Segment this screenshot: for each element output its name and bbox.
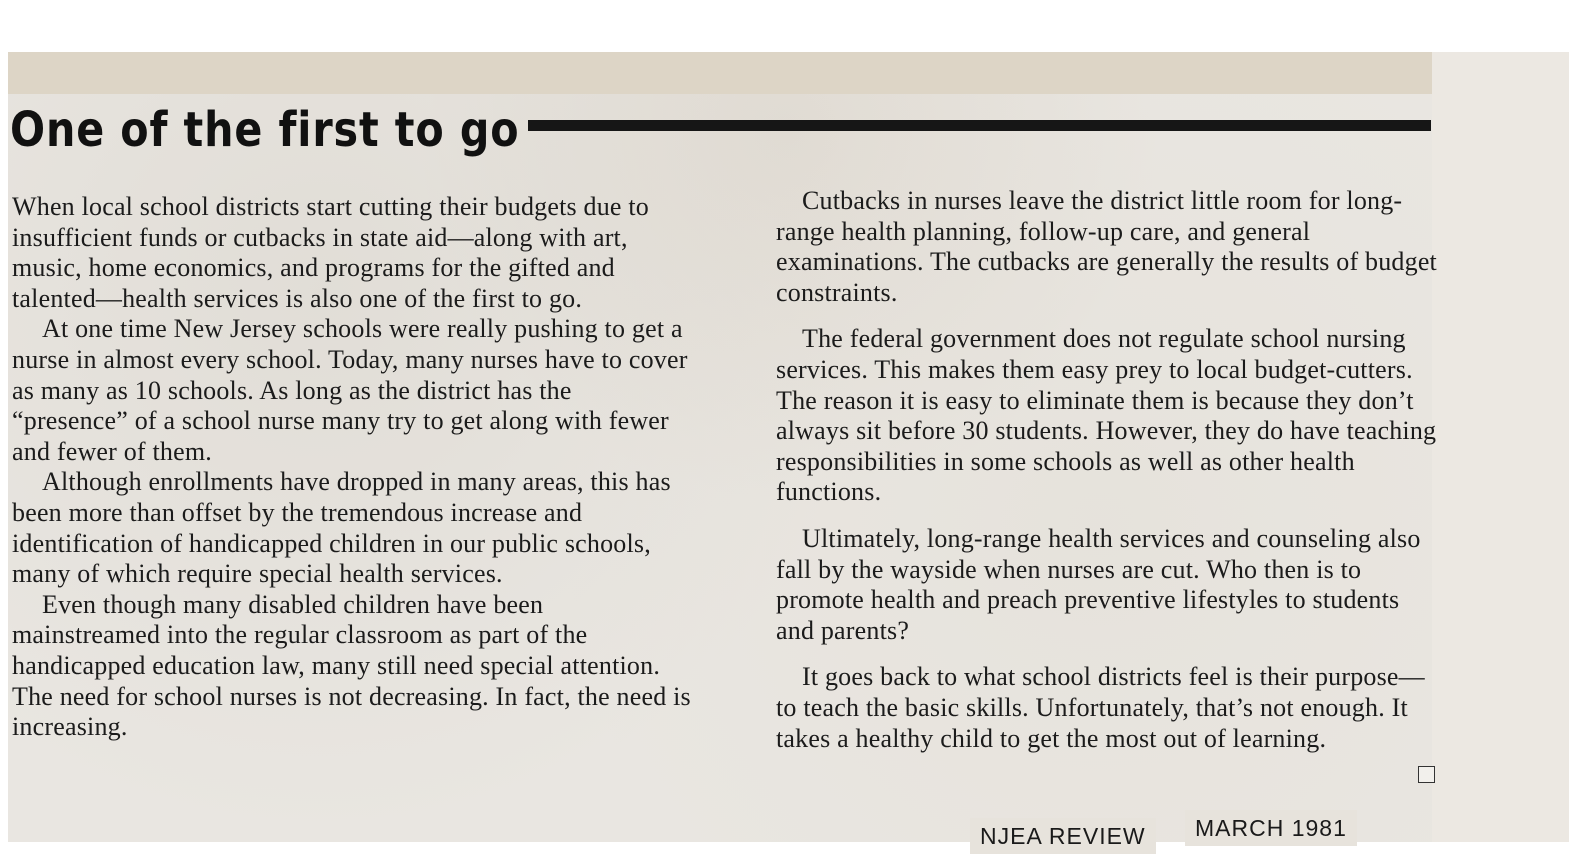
title-rule: [528, 120, 1431, 131]
clipping-top-edge: [8, 52, 1569, 94]
right-column: [776, 186, 1441, 770]
right-paragraph-2: The federal government does not regulate school nursing services. This makes them easy prey to local budget-cutters. The reason it is easy to eliminate them is because they don’t always sit before 30 students. However, they do have teaching responsibilities in some schools as well as other health functions.: [776, 324, 1437, 507]
left-column: [12, 192, 692, 743]
right-paragraph-1: Cutbacks in nurses leave the district little room for long-range health planning, follow-up care, and general examinations. The cutbacks are generally the results of budget constraints.: [776, 186, 1437, 307]
publication-name: NJEA REVIEW: [970, 818, 1156, 854]
article-title: One of the first to go: [10, 102, 520, 158]
right-paragraph-4: It goes back to what school districts feel is their purpose—to teach the basic skills. Unfortunately, that’s not enough. It takes a healthy child to get the most out of learning.: [776, 662, 1425, 753]
left-paragraph-3: Although enrollments have dropped in many areas, this has been more than offset by the tremendous increase and identification of handicapped children in our public schools, many of which require special health services.: [12, 467, 671, 589]
left-paragraph-1: When local school districts start cutting their budgets due to insufficient funds or cutbacks in state aid—along with art, music, home economics, and programs for the gifted and talented—health services is also one of the first to go.: [12, 192, 649, 313]
left-paragraph-2: At one time New Jersey schools were really pushing to get a nurse in almost every school. Today, many nurses have to cover as many as 10 schools. As long as the district has the “presence” of a school nurse many try to get along with fewer and fewer of them.: [12, 314, 688, 466]
end-of-article-square-icon: [1418, 766, 1435, 783]
left-paragraph-4: Even though many disabled children have been mainstreamed into the regular classroom as part of the handicapped education law, many still need special attention. The need for school nurses is not decreasing. In fact, the need is increasing.: [12, 589, 691, 742]
publication-date: MARCH 1981: [1185, 810, 1357, 846]
clipping-right-margin: [1432, 52, 1569, 842]
right-paragraph-3: Ultimately, long-range health services and counseling also fall by the wayside when nurses are cut. Who then is to promote health and preach preventive lifestyles to students and parents?: [776, 523, 1421, 645]
